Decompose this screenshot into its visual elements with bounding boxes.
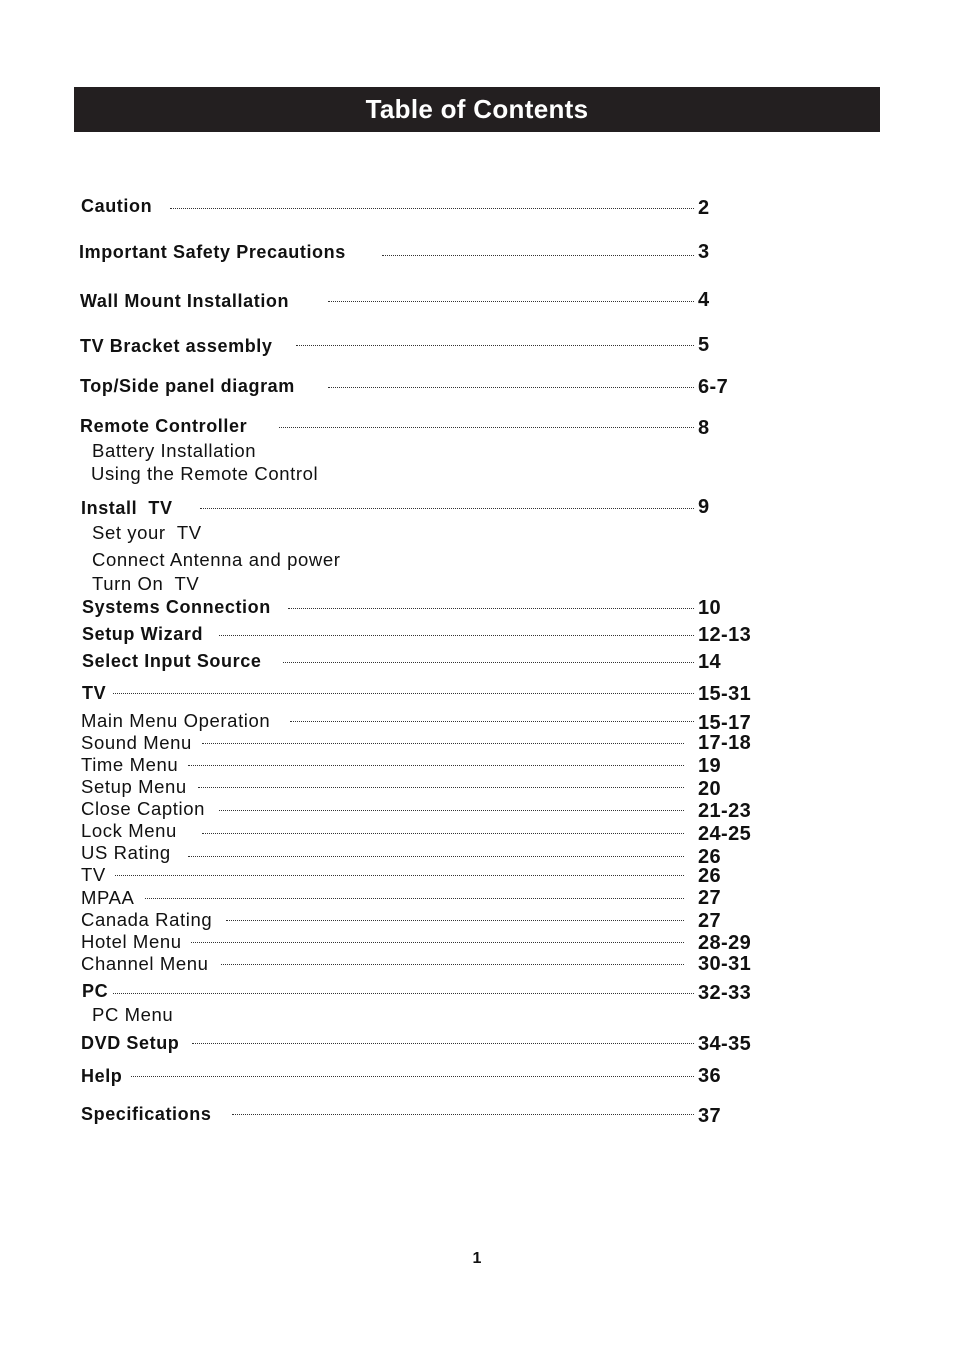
toc-page: 2: [698, 197, 710, 219]
toc-entry-lock-menu: [0, 820, 954, 844]
toc-label: Canada Rating: [81, 909, 213, 930]
dot-leader: [188, 765, 684, 766]
toc-subitem: PC Menu: [92, 1004, 174, 1025]
toc-page: 10: [698, 597, 722, 619]
toc-label: Lock Menu: [81, 820, 177, 841]
toc-label: DVD Setup: [81, 1033, 180, 1053]
dot-leader: [202, 743, 684, 744]
dot-leader: [188, 856, 684, 857]
dot-leader: [113, 693, 694, 694]
dot-leader: [192, 1043, 694, 1044]
toc-subitem: Connect Antenna and power: [92, 549, 341, 570]
dot-leader: [219, 635, 694, 636]
dot-leader: [198, 787, 684, 788]
dot-leader: [200, 508, 694, 509]
toc-entry-mpaa: [0, 887, 954, 911]
dot-leader: [290, 721, 694, 722]
toc-page: 17-18: [698, 732, 752, 754]
toc-entry-wall-mount-installation: [0, 291, 954, 315]
toc-entry-tv: [0, 683, 954, 707]
toc-label: Install TV: [81, 498, 173, 518]
toc-label: Systems Connection: [82, 597, 271, 617]
toc-page: 28-29: [698, 932, 752, 954]
page-number: 1: [472, 1250, 482, 1267]
dot-leader: [288, 608, 694, 609]
toc-page: 20: [698, 778, 722, 800]
toc-label: Main Menu Operation: [81, 710, 271, 731]
toc-entry-select-input-source: [0, 651, 954, 675]
toc-entry-setup-wizard: [0, 624, 954, 648]
toc-page: 12-13: [698, 624, 752, 646]
dot-leader: [170, 208, 694, 209]
toc-page: 14: [698, 651, 722, 673]
toc-page: 26: [698, 865, 722, 887]
toc-page: 19: [698, 755, 722, 777]
dot-leader: [219, 810, 684, 811]
toc-entry-sound-menu: [0, 732, 954, 756]
toc-page: 21-23: [698, 800, 752, 822]
dot-leader: [202, 833, 684, 834]
toc-page: 24-25: [698, 823, 752, 845]
toc-label: MPAA: [81, 887, 135, 908]
dot-leader: [115, 875, 684, 876]
toc-page: 15-31: [698, 683, 752, 705]
toc-page: 15-17: [698, 712, 752, 734]
toc-entry-close-caption: [0, 798, 954, 822]
dot-leader: [328, 387, 694, 388]
toc-page: 27: [698, 887, 722, 909]
dot-leader: [226, 920, 684, 921]
dot-leader: [232, 1114, 694, 1115]
toc-entry-remote-controller: [0, 416, 954, 440]
dot-leader: [382, 255, 694, 256]
toc-entry-tv-rating: [0, 864, 954, 888]
toc-label: Caution: [81, 196, 153, 216]
toc-label: Specifications: [81, 1104, 212, 1124]
dot-leader: [296, 345, 694, 346]
toc-label: Channel Menu: [81, 953, 209, 974]
toc-label: Sound Menu: [81, 732, 192, 753]
toc-label: Remote Controller: [80, 416, 248, 436]
toc-label: TV: [81, 864, 106, 885]
toc-page: 6-7: [698, 376, 729, 398]
toc-page: 37: [698, 1105, 722, 1127]
toc-label: Time Menu: [81, 754, 179, 775]
toc-page: 5: [698, 334, 710, 356]
toc-entry-dvd-setup: [0, 1033, 954, 1057]
toc-entry-us-rating: [0, 842, 954, 866]
toc-entry-canada-rating: [0, 909, 954, 933]
toc-label: TV Bracket assembly: [80, 336, 273, 356]
toc-entry-pc: [0, 981, 954, 1005]
toc-entry-specifications: [0, 1104, 954, 1128]
toc-entry-time-menu: [0, 754, 954, 778]
toc-entry-main-menu-operation: [0, 710, 954, 734]
toc-label: Close Caption: [81, 798, 206, 819]
toc-entry-help: [0, 1066, 954, 1090]
toc-page: 36: [698, 1065, 722, 1087]
dot-leader: [113, 993, 694, 994]
toc-page: 4: [698, 289, 710, 311]
toc-label: Setup Menu: [81, 776, 187, 797]
toc-subitem: Turn On TV: [92, 573, 200, 594]
toc-entry-install-tv: [0, 498, 954, 522]
dot-leader: [279, 427, 694, 428]
dot-leader: [283, 662, 694, 663]
toc-entry-important-safety-precautions: [0, 242, 954, 266]
dot-leader: [131, 1076, 694, 1077]
toc-label: US Rating: [81, 842, 171, 863]
toc-label: Help: [81, 1066, 123, 1086]
page-title: Table of Contents: [365, 94, 589, 124]
dot-leader: [221, 964, 684, 965]
toc-entry-tv-bracket-assembly: [0, 336, 954, 360]
dot-leader: [328, 301, 694, 302]
toc-label: Setup Wizard: [82, 624, 204, 644]
toc-label: Select Input Source: [82, 651, 262, 671]
toc-entry-channel-menu: [0, 953, 954, 977]
toc-page: 27: [698, 910, 722, 932]
toc-entry-caution: [0, 196, 954, 220]
toc-label: TV: [82, 683, 107, 703]
toc-subitem: Battery Installation: [92, 440, 257, 461]
toc-label: Hotel Menu: [81, 931, 182, 952]
toc-label: Top/Side panel diagram: [80, 376, 295, 396]
toc-subitem: Using the Remote Control: [91, 463, 319, 484]
toc-page: 32-33: [698, 982, 752, 1004]
toc-label: PC: [82, 981, 109, 1001]
toc-entry-systems-connection: [0, 597, 954, 621]
toc-page: 8: [698, 417, 710, 439]
title-bar: [74, 87, 880, 132]
toc-entry-top-side-panel-diagram: [0, 376, 954, 400]
dot-leader: [145, 898, 684, 899]
toc-subitem: Set your TV: [92, 522, 202, 543]
toc-page: 3: [698, 241, 710, 263]
toc-entry-hotel-menu: [0, 931, 954, 955]
toc-page: 9: [698, 496, 710, 518]
toc-label: Important Safety Precautions: [79, 242, 346, 262]
toc-page: 30-31: [698, 953, 752, 975]
toc-page: 26: [698, 846, 722, 868]
dot-leader: [191, 942, 684, 943]
toc-page: 34-35: [698, 1033, 752, 1055]
toc-entry-setup-menu: [0, 776, 954, 800]
toc-label: Wall Mount Installation: [80, 291, 290, 311]
